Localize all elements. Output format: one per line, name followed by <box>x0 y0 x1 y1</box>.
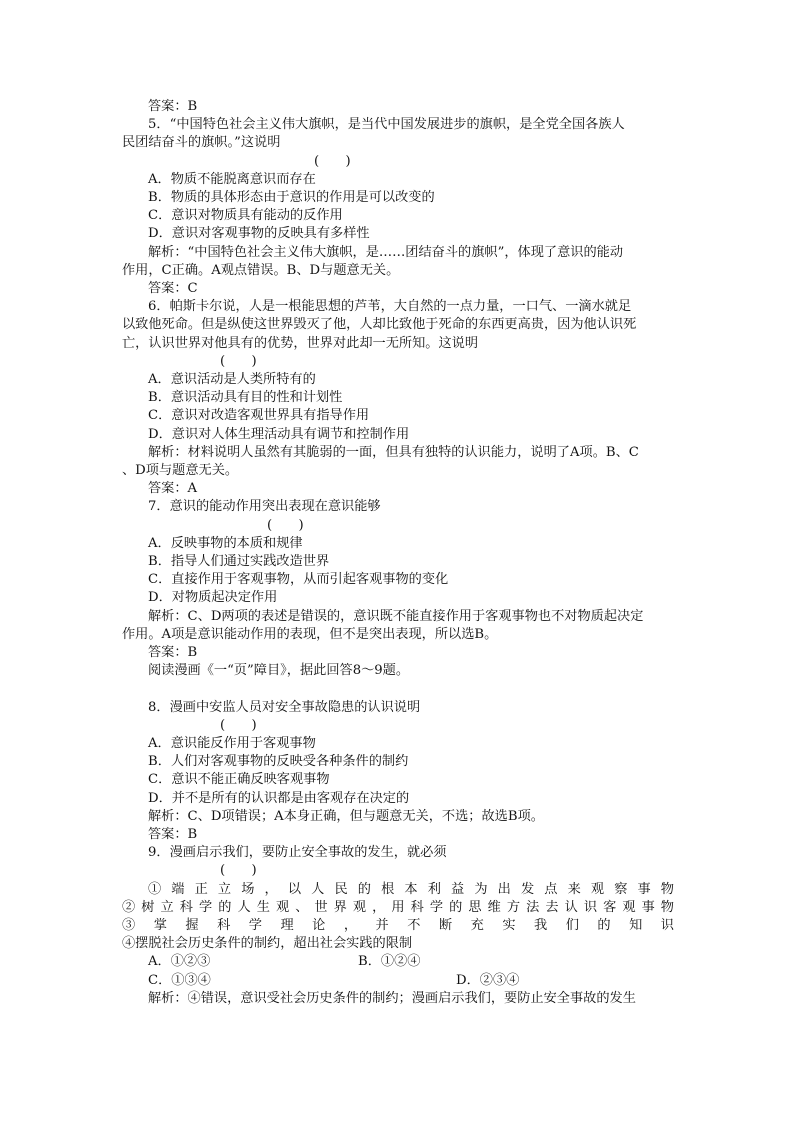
option-d: D．对物质起决定作用 <box>148 590 278 606</box>
option-row <box>122 953 674 971</box>
option-d: D．②③④ <box>456 972 520 988</box>
answer-line: 答案：B <box>148 826 198 842</box>
analysis-line-cont: 作用。A项是意识能动作用的表现，但不是突出表现，所以选B。 <box>122 626 498 642</box>
analysis-line: 解析：材料说明人虽然有其脆弱的一面，但具有独特的认识能力，说明了A项。B、C <box>148 444 639 460</box>
option-c: C．意识对物质具有能动的反作用 <box>148 208 343 224</box>
answer-line: 答案：B <box>148 99 198 114</box>
option-b: B．物质的具体形态由于意识的作用是可以改变的 <box>148 190 435 206</box>
answer-line: 答案：A <box>148 481 198 497</box>
analysis-line-cont: 作用，C正确。A观点错误。B、D与题意无关。 <box>122 262 400 278</box>
answer-line: 答案：C <box>148 281 198 297</box>
option-c: C．意识不能正确反映客观事物 <box>148 772 330 788</box>
question-6-stem-cont: 以致他死命。但是纵使这世界毁灭了他，人却比致他于死命的东西更高贵，因为他认识死 <box>122 317 637 333</box>
reading-instruction: 阅读漫画《一“页”障目》，据此回答8～9题。 <box>148 663 410 679</box>
statement-3: ③掌握科学理论，并不断充实我们的知识 <box>122 917 674 933</box>
option-a: A．反映事物的本质和规律 <box>148 535 303 551</box>
analysis-line-cont: 、D项与题意无关。 <box>122 463 239 479</box>
option-a: A．①②③ <box>148 954 211 970</box>
question-6-stem-cont: 亡，认识世界对他具有的优势，世界对此却一无所知。这说明 <box>122 335 479 351</box>
answer-line: 答案：B <box>148 645 198 661</box>
option-c: C．直接作用于客观事物，从而引起客观事物的变化 <box>148 572 449 588</box>
question-8-stem: 8．漫画中安监人员对安全事故隐患的认识说明 <box>148 699 421 715</box>
answer-blank: ( ) <box>220 717 257 733</box>
analysis-line: 解析：C、D两项的表述是错误的，意识既不能直接作用于客观事物也不对物质起决定 <box>148 608 644 624</box>
option-c: C．①③④ <box>148 972 211 988</box>
question-7-stem: 7．意识的能动作用突出表现在意识能够 <box>148 499 381 515</box>
statement-1: ①端正立场，以人民的根本利益为出发点来观察事物 <box>148 881 674 897</box>
answer-blank: ( ) <box>220 353 257 369</box>
analysis-line: 解析：C、D项错误；A本身正确，但与题意无关，不选；故选B项。 <box>148 808 544 824</box>
option-c: C．意识对改造客观世界具有指导作用 <box>148 408 370 424</box>
option-b: B．意识活动具有目的性和计划性 <box>148 390 343 406</box>
option-a: A．物质不能脱离意识而存在 <box>148 171 316 187</box>
spacer <box>122 681 674 699</box>
option-a: A．意识能反作用于客观事物 <box>148 735 316 751</box>
option-d: D．并不是所有的认识都是由客观存在决定的 <box>148 790 410 806</box>
option-d: D．意识对人体生理活动具有调节和控制作用 <box>148 426 410 442</box>
question-5-stem-cont: 民团结奋斗的旗帜。”这说明 <box>122 135 281 151</box>
statement-2: ②树立科学的人生观、世界观，用科学的思维方法去认识客观事物 <box>122 899 674 915</box>
question-5-stem: 5．“中国特色社会主义伟大旗帜，是当代中国发展进步的旗帜，是全党全国各族人 <box>148 117 625 133</box>
statement-4: ④摆脱社会历史条件的制约，超出社会实践的限制 <box>122 936 413 952</box>
answer-blank: ( ) <box>220 863 257 879</box>
answer-blank: ( ) <box>267 517 304 533</box>
document-body <box>122 98 674 1008</box>
option-row <box>122 972 674 990</box>
option-d: D．意识对客观事物的反映具有多样性 <box>148 226 370 242</box>
answer-blank: ( ) <box>314 153 351 169</box>
question-9-stem: 9．漫画启示我们，要防止安全事故的发生，就必须 <box>148 845 447 861</box>
option-b: B．人们对客观事物的反映受各种条件的制约 <box>148 754 409 770</box>
question-6-stem: 6．帕斯卡尔说，人是一根能思想的芦苇，大自然的一点力量，一口气、一滴水就足 <box>148 299 632 315</box>
option-a: A．意识活动是人类所特有的 <box>148 372 316 388</box>
option-b: B．指导人们通过实践改造世界 <box>148 554 330 570</box>
option-b: B．①②④ <box>358 954 421 970</box>
analysis-line: 解析：“中国特色社会主义伟大旗帜，是……团结奋斗的旗帜”，体现了意识的能动 <box>148 244 624 260</box>
analysis-line: 解析：④错误，意识受社会历史条件的制约；漫画启示我们，要防止安全事故的发生 <box>148 990 636 1006</box>
